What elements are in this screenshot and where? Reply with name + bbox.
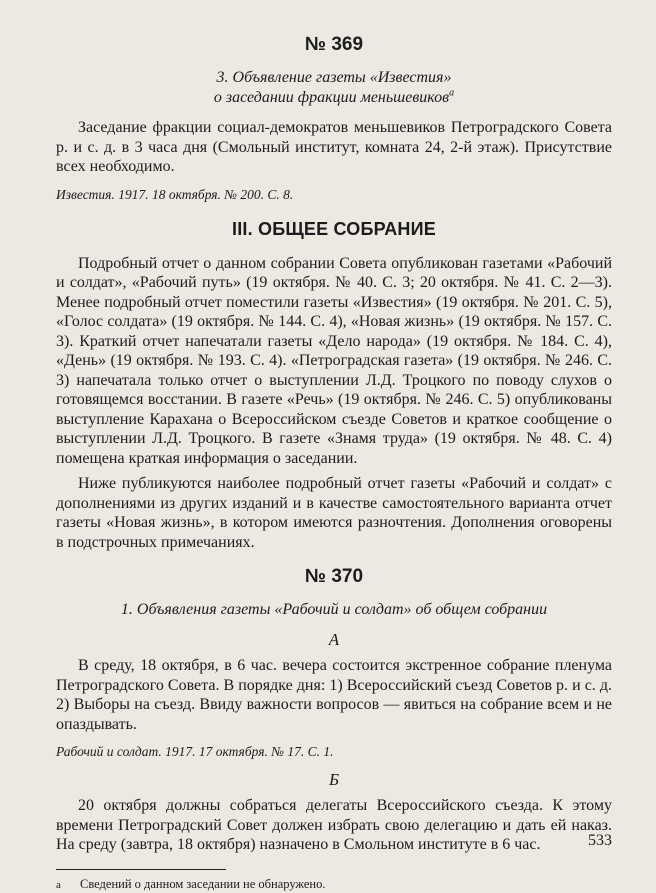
document-title-369-line2-text: о заседании фракции меньшевиков [213,89,450,106]
document-369-source: Известия. 1917. 18 октября. № 200. С. 8. [56,186,294,202]
document-title-369 [56,68,612,108]
footnote-divider [56,869,226,870]
document-title-370: 1. Объявления газеты «Рабочий и солдат» об общем собрании [120,601,548,618]
document-title-369-line2 [56,88,612,108]
document-number-369: № 369 [304,34,364,55]
subsection-letter-b: Б [328,770,340,789]
document-369-body: Заседание фракции социал-демократов меньшевиков Петроградского Совета р. и с. д. в 3 часа дня (Смольный институт, комната 24, 2-й этаж). Присутствие всех необходимо. [56,119,612,175]
document-370-source: Рабочий и солдат. 1917. 17 октября. № 17. С. 1. [56,744,334,759]
subsection-letter-a: А [328,630,340,649]
footnote-mark: а [56,878,61,891]
section-intro-paragraph-2: Ниже публикуются наиболее подробный отчет газеты «Рабочий и солдат» с дополнениями из других изданий и в качестве самостоятельного варианта отчет газеты «Новая жизнь», в котором имеются разночтения. Дополнения оговорены в подстрочных примечаниях. [56,475,612,551]
document-title-369-line1: 3. Объявление газеты «Известия» [216,69,452,86]
document-number-370: № 370 [304,566,364,587]
section-intro-paragraph-1: Подробный отчет о данном собрании Совета опубликован газетами «Рабочий и солдат», «Рабочий путь» (19 октября. № 40. С. 3; 20 октября. № 41. С. 2—3). Менее подробный отчет поместили газеты «Известия» (19 октября. № 201. С. 5), «Голос солдата» (19 октября. № 144. С. 4), «Новая жизнь» (19 октября. № 157. С. 3). Краткий отчет напечатали газеты «Дело народа» (19 октября. № 184. С. 4), «День» (19 октября. № 193. С. 4). «Петроградская газета» (19 октября. № 246. С. 3) напечатала только отчет о выступлении Л.Д. Троцкого по поводу слухов о готовящемся восстании. В газете «Речь» (19 октября. № 246. С. 5) опубликованы выступление Карахана о Всероссийском съезде Советов и краткое сообщение о выступлении Л.Д. Троцкого. В газете «Знамя труда» (19 октября. № 48. С. 4) помещена краткая информация о заседании. [56,254,612,467]
document-370-body-b: 20 октября должны собраться делегаты Всероссийского съезда. К этому времени Петроградский Совет должен избрать свою делегацию и дать ей наказ. На среду (завтра, 18 октября) назначено в Смольном институте в 6 час. [56,797,612,853]
section-heading: III. ОБЩЕЕ СОБРАНИЕ [232,218,436,239]
page-number: 533 [588,832,612,849]
footnote-text: Сведений о данном заседании не обнаружено. [80,876,326,891]
document-370-body-a: В среду, 18 октября, в 6 час. вечера состоится экстренное собрание пленума Петроградского Совета. В порядке дня: 1) Всероссийский съезд Советов р. и с. д. 2) Выборы на съезд. Ввиду важности вопросов — явиться на собрание всем и не опаздывать. [56,657,612,733]
footnote-reference-mark: а [449,87,455,99]
footnote [56,876,612,893]
